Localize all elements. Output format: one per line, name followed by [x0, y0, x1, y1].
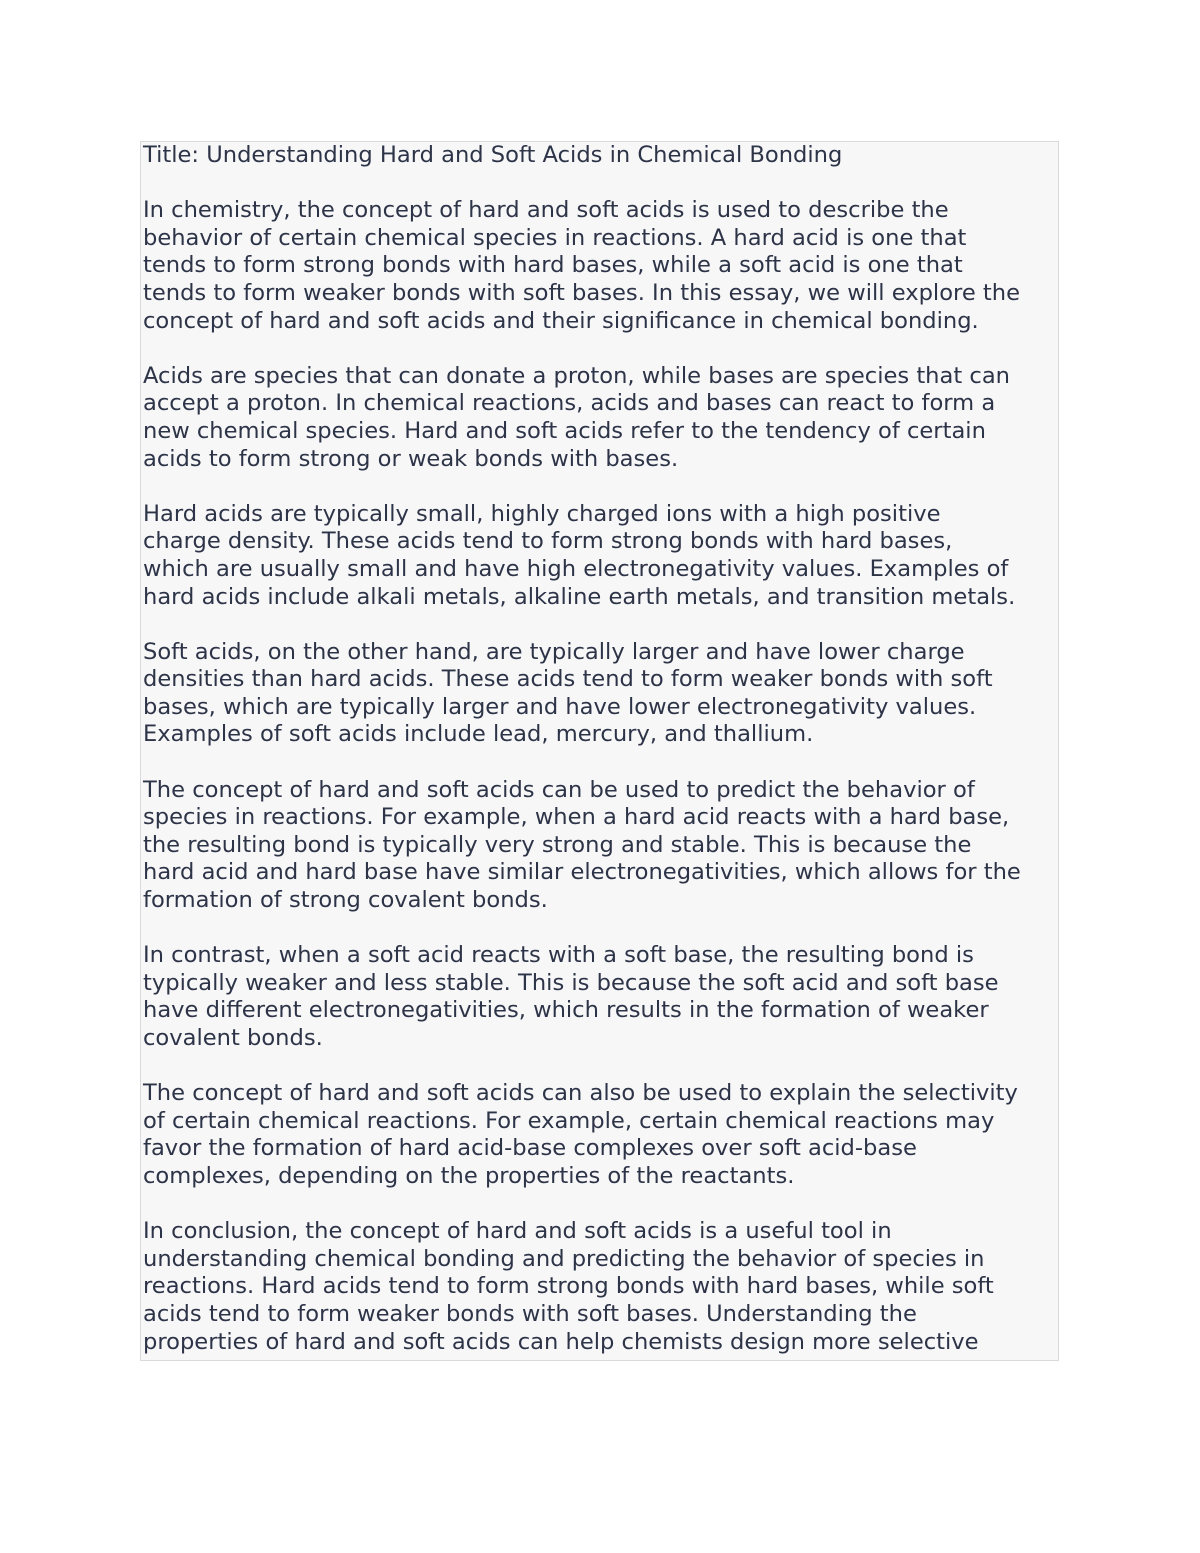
paragraph-6-line-2: typically weaker and less stable. This is because the soft acid and soft base — [143, 969, 999, 996]
paragraph-1-line-4: tends to form weaker bonds with soft bases. In this essay, we will explore the — [143, 279, 1020, 306]
paragraph-4-line-4: Examples of soft acids include lead, mercury, and thallium. — [143, 721, 814, 748]
paragraph-2-line-1: Acids are species that can donate a proton, while bases are species that can — [143, 362, 1010, 389]
paragraph-8-line-1: In conclusion, the concept of hard and soft acids is a useful tool in — [143, 1218, 892, 1245]
paragraph-3-line-3: which are usually small and have high electronegativity values. Examples of — [143, 555, 1009, 582]
paragraph-8-line-2: understanding chemical bonding and predicting the behavior of species in — [143, 1245, 985, 1272]
paragraph-2-line-4: acids to form strong or weak bonds with bases. — [143, 445, 679, 472]
paragraph-5-line-3: the resulting bond is typically very strong and stable. This is because the — [143, 831, 972, 858]
paragraph-3-line-1: Hard acids are typically small, highly charged ions with a high positive — [143, 500, 941, 527]
paragraph-1-line-2: behavior of certain chemical species in reactions. A hard acid is one that — [143, 224, 967, 251]
paragraph-spacer — [143, 915, 1058, 943]
paragraph-5-line-1: The concept of hard and soft acids can be used to predict the behavior of — [143, 776, 975, 803]
paragraph-2-line-2: accept a proton. In chemical reactions, acids and bases can react to form a — [143, 390, 996, 417]
paragraph-spacer — [143, 1191, 1058, 1219]
paragraph-6-line-1: In contrast, when a soft acid reacts with a soft base, the resulting bond is — [143, 942, 974, 969]
paragraph-7-line-4: complexes, depending on the properties of the reactants. — [143, 1162, 795, 1189]
paragraph-4-line-1: Soft acids, on the other hand, are typically larger and have lower charge — [143, 638, 965, 665]
paragraph-spacer — [143, 473, 1058, 501]
paragraph-2-line-3: new chemical species. Hard and soft acids refer to the tendency of certain — [143, 417, 986, 444]
paragraph-4-line-3: bases, which are typically larger and have lower electronegativity values. — [143, 693, 977, 720]
essay-text-box — [140, 141, 1059, 1361]
paragraph-spacer — [143, 1053, 1058, 1081]
paragraph-5-line-2: species in reactions. For example, when a hard acid reacts with a hard base, — [143, 804, 1010, 831]
paragraph-5-line-5: formation of strong covalent bonds. — [143, 887, 548, 914]
paragraph-1-line-1: In chemistry, the concept of hard and soft acids is used to describe the — [143, 197, 949, 224]
paragraph-spacer — [143, 749, 1058, 777]
paragraph-8-line-5: properties of hard and soft acids can help chemists design more selective — [143, 1328, 979, 1355]
paragraph-spacer — [143, 611, 1058, 639]
document-title: Title: Understanding Hard and Soft Acids in Chemical Bonding — [143, 142, 843, 168]
paragraph-1-line-3: tends to form strong bonds with hard bases, while a soft acid is one that — [143, 252, 963, 279]
paragraph-spacer — [143, 170, 1058, 198]
paragraph-3-line-4: hard acids include alkali metals, alkaline earth metals, and transition metals. — [143, 583, 1016, 610]
paragraph-5-line-4: hard acid and hard base have similar electronegativities, which allows for the — [143, 859, 1021, 886]
paragraph-3-line-2: charge density. These acids tend to form strong bonds with hard bases, — [143, 528, 953, 555]
paragraph-7-line-3: favor the formation of hard acid-base complexes over soft acid-base — [143, 1135, 917, 1162]
paragraph-8-line-3: reactions. Hard acids tend to form strong bonds with hard bases, while soft — [143, 1273, 994, 1300]
paragraph-spacer — [143, 335, 1058, 363]
paragraph-8-line-4: acids tend to form weaker bonds with soft bases. Understanding the — [143, 1300, 917, 1327]
paragraph-6-line-3: have different electronegativities, which results in the formation of weaker — [143, 997, 989, 1024]
paragraph-7-line-2: of certain chemical reactions. For example, certain chemical reactions may — [143, 1107, 995, 1134]
paragraph-6-line-4: covalent bonds. — [143, 1025, 323, 1051]
paragraph-7-line-1: The concept of hard and soft acids can also be used to explain the selectivity — [143, 1080, 1018, 1107]
paragraph-1-line-5: concept of hard and soft acids and their significance in chemical bonding. — [143, 307, 979, 334]
paragraph-4-line-2: densities than hard acids. These acids tend to form weaker bonds with soft — [143, 666, 993, 693]
